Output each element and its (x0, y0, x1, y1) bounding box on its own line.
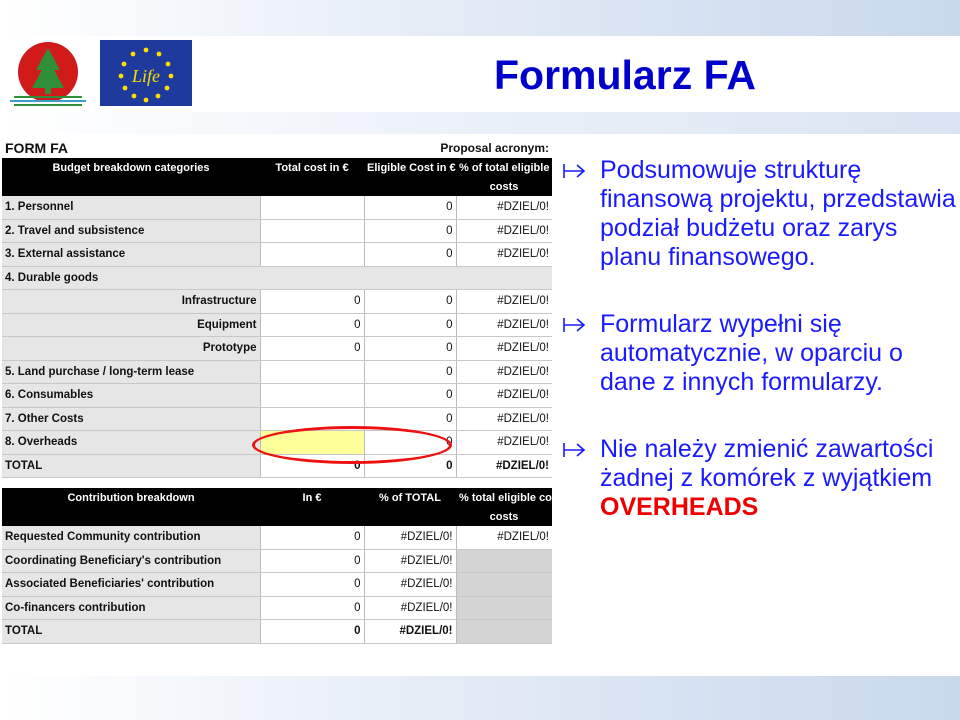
budget-eligible-cell[interactable]: 0 (364, 407, 456, 431)
proposal-acronym-label: Proposal acronym: (440, 141, 550, 155)
top-gradient-band (0, 0, 960, 36)
budget-percent-cell[interactable]: #DZIEL/0! (456, 313, 552, 337)
contribution-row-label: Requested Community contribution (2, 526, 260, 549)
budget-percent-cell[interactable]: #DZIEL/0! (456, 360, 552, 384)
overheads-highlight-circle (252, 426, 452, 464)
budget-eligible-cell[interactable]: 0 (364, 290, 456, 314)
budget-row-label: 7. Other Costs (2, 407, 260, 431)
arrow-bullet-icon (562, 316, 588, 334)
budget-percent-cell[interactable]: #DZIEL/0! (456, 196, 552, 219)
contribution-pct-eligible-cell[interactable]: #DZIEL/0! (456, 526, 552, 549)
budget-row-label-overheads: 8. Overheads (2, 431, 260, 455)
form-fa-spreadsheet (2, 138, 582, 654)
budget-row-label: 5. Land purchase / long-term lease (2, 360, 260, 384)
contribution-header-amount: In € (260, 488, 364, 508)
slide-title: Formularz FA (494, 52, 756, 98)
budget-total-cell[interactable] (260, 360, 364, 384)
budget-percent-cell[interactable]: #DZIEL/0! (456, 337, 552, 361)
budget-eligible-cell[interactable]: 0 (364, 196, 456, 219)
arrow-bullet-icon (562, 441, 588, 459)
contribution-header-pct-total: % of TOTAL (364, 488, 456, 508)
arrow-bullet-icon (562, 162, 588, 180)
contribution-header-pct-eligible: % total eligible costs (456, 488, 552, 508)
budget-total-cell[interactable] (260, 219, 364, 243)
budget-percent-cell[interactable]: #DZIEL/0! (456, 407, 552, 431)
contribution-pct-eligible-cell (456, 549, 552, 573)
budget-percent-cell[interactable]: #DZIEL/0! (456, 454, 552, 478)
ministry-logo (0, 38, 96, 108)
budget-row-label: Equipment (2, 313, 260, 337)
budget-total-cell[interactable] (260, 384, 364, 408)
contribution-amount-cell[interactable]: 0 (260, 573, 364, 597)
budget-percent-cell[interactable]: #DZIEL/0! (456, 431, 552, 455)
bullet-text: Podsumowuje strukturę finansową projektu, przedstawia podział budżetu oraz zarys planu finansowego. (600, 156, 956, 271)
budget-row-label: Prototype (2, 337, 260, 361)
life-logo-text: Life (131, 66, 161, 86)
contribution-pct-total-cell[interactable]: #DZIEL/0! (364, 620, 456, 644)
contribution-header-category: Contribution breakdown (2, 488, 260, 508)
budget-total-cell[interactable]: 0 (260, 290, 364, 314)
budget-header-category: Budget breakdown categories (2, 158, 260, 178)
contribution-pct-eligible-cell (456, 596, 552, 620)
budget-percent-cell[interactable]: #DZIEL/0! (456, 384, 552, 408)
budget-row-label: 4. Durable goods (2, 266, 260, 290)
contribution-row-label: Associated Beneficiaries' contribution (2, 573, 260, 597)
contribution-pct-eligible-cell (456, 573, 552, 597)
eu-life-logo (100, 40, 192, 106)
contribution-amount-cell[interactable]: 0 (260, 596, 364, 620)
budget-total-label: TOTAL (2, 454, 260, 478)
budget-row-label: 2. Travel and subsistence (2, 219, 260, 243)
contribution-pct-total-cell[interactable]: #DZIEL/0! (364, 596, 456, 620)
budget-row-label: 6. Consumables (2, 384, 260, 408)
overheads-emphasis: OVERHEADS (600, 493, 759, 521)
bullet-item (562, 156, 958, 272)
budget-eligible-cell[interactable]: 0 (364, 243, 456, 267)
budget-row-label: Infrastructure (2, 290, 260, 314)
contribution-pct-total-cell[interactable]: #DZIEL/0! (364, 526, 456, 549)
contribution-total-label: TOTAL (2, 620, 260, 644)
budget-eligible-cell[interactable]: 0 (364, 337, 456, 361)
contribution-row-label: Coordinating Beneficiary's contribution (2, 549, 260, 573)
budget-percent-cell[interactable]: #DZIEL/0! (456, 219, 552, 243)
budget-row-label: 3. External assistance (2, 243, 260, 267)
bullet-text: Nie należy zmienić zawartości żadnej z komórek z wyjątkiem (600, 435, 934, 492)
bullet-item (562, 310, 958, 397)
budget-eligible-cell[interactable]: 0 (364, 384, 456, 408)
form-title: FORM FA (5, 140, 68, 156)
bullet-list (562, 156, 958, 560)
contribution-row-label: Co-financers contribution (2, 596, 260, 620)
budget-eligible-cell[interactable]: 0 (364, 219, 456, 243)
budget-table: FORM FA Proposal acronym: Budget breakdown categories Total cost in € Eligible Cost in € % of total eligible costs costs 1. Personnel 0 #DZIEL/0! 2. Travel and subsistence 0 #DZIEL/0! 3. External assistance 0 #DZIEL/0! 4. Durable goods Infrastructure 0 0 #DZIEL/0! Equipment 0 0 #DZIEL/0! Prototype 0 0 #DZIEL/0! 5. Land purchase / long-term lease 0 #DZIEL/0! 6. Consumables 0 #DZIEL/0! 7. Other Costs 0 #DZIEL/0! 8. Overheads 0 #DZIEL/0! TOTAL 0 0 #DZIEL/0! Contribution breakdown In € % of TOTAL % total eligible costs costs Requested Community contribution 0 #DZIEL/0! #DZIEL/0! Coordinating Beneficiary's contribution 0 #DZIEL/0! Associated Beneficiaries' contribution 0 #DZIEL/0! Co-financers contribution 0 #DZIEL/0! TOTAL 0 #DZIEL/0! (2, 138, 552, 644)
budget-total-cell[interactable] (260, 243, 364, 267)
contribution-pct-total-cell[interactable]: #DZIEL/0! (364, 573, 456, 597)
budget-total-cell[interactable]: 0 (260, 337, 364, 361)
budget-eligible-cell[interactable]: 0 (364, 431, 456, 455)
budget-percent-cell[interactable]: #DZIEL/0! (456, 243, 552, 267)
budget-total-cell[interactable]: 0 (260, 454, 364, 478)
budget-row-label: 1. Personnel (2, 196, 260, 219)
middle-gradient-band (0, 112, 960, 134)
budget-percent-cell[interactable]: #DZIEL/0! (456, 290, 552, 314)
budget-eligible-cell[interactable]: 0 (364, 454, 456, 478)
bottom-gradient-band (0, 676, 960, 720)
contribution-pct-total-cell[interactable]: #DZIEL/0! (364, 549, 456, 573)
contribution-amount-cell[interactable]: 0 (260, 620, 364, 644)
budget-total-cell[interactable]: 0 (260, 313, 364, 337)
budget-header-eligible: Eligible Cost in € (364, 158, 456, 178)
bullet-item (562, 435, 958, 522)
budget-eligible-cell[interactable]: 0 (364, 360, 456, 384)
budget-header-total: Total cost in € (260, 158, 364, 178)
budget-total-cell[interactable] (260, 196, 364, 219)
budget-header-percent: % of total eligible costs (456, 158, 552, 178)
budget-eligible-cell[interactable]: 0 (364, 313, 456, 337)
contribution-amount-cell[interactable]: 0 (260, 549, 364, 573)
contribution-pct-eligible-cell (456, 620, 552, 644)
bullet-text: Formularz wypełni się automatycznie, w oparciu o dane z innych formularzy. (600, 310, 903, 396)
contribution-amount-cell[interactable]: 0 (260, 526, 364, 549)
